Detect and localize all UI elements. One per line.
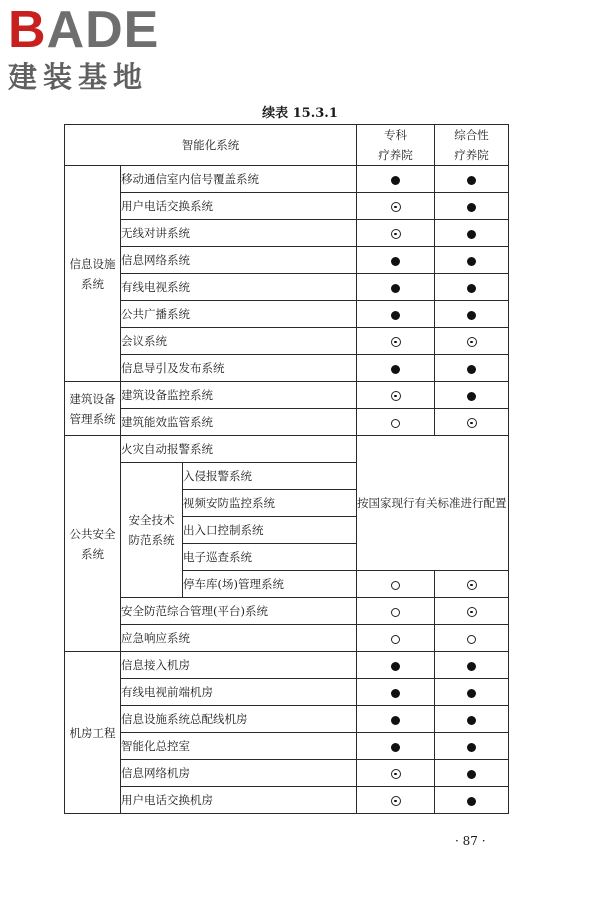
mark-cell-c2 xyxy=(435,652,509,679)
category-building-management xyxy=(65,382,121,436)
filled-circle-icon xyxy=(391,716,400,725)
mark-cell-c1 xyxy=(357,625,435,652)
filled-circle-icon xyxy=(467,743,476,752)
table-row xyxy=(65,166,509,193)
mark-cell-c1 xyxy=(357,193,435,220)
cell-line: 公共安全 xyxy=(69,526,116,541)
mark-cell-c1 xyxy=(357,382,435,409)
mark-cell-c1 xyxy=(357,409,435,436)
category-machine-room: 机房工程 xyxy=(65,652,121,814)
mark-cell-c2 xyxy=(435,625,509,652)
system-name-cell: 用户电话交换系统 xyxy=(121,193,357,220)
system-name-cell: 无线对讲系统 xyxy=(121,220,357,247)
system-name-cell: 有线电视前端机房 xyxy=(121,679,357,706)
table-row xyxy=(65,220,509,247)
system-name-cell: 入侵报警系统 xyxy=(183,463,357,490)
system-name-cell: 信息网络系统 xyxy=(121,247,357,274)
filled-circle-icon xyxy=(391,311,400,320)
table-row xyxy=(65,436,509,463)
logo-wordmark xyxy=(8,1,183,59)
mark-cell-c1 xyxy=(357,274,435,301)
mark-cell-c1 xyxy=(357,733,435,760)
dotted-circle-icon xyxy=(467,580,477,590)
mark-cell-c2 xyxy=(435,382,509,409)
mark-cell-c1 xyxy=(357,760,435,787)
system-name-cell: 信息导引及发布系统 xyxy=(121,355,357,382)
mark-cell-c1 xyxy=(357,220,435,247)
table-row xyxy=(65,679,509,706)
dotted-circle-icon xyxy=(467,607,477,617)
mark-cell-c1 xyxy=(357,706,435,733)
filled-circle-icon xyxy=(467,230,476,239)
cell-line: 建筑设备 xyxy=(69,391,116,406)
table-row xyxy=(65,625,509,652)
filled-circle-icon xyxy=(467,392,476,401)
logo-letter-b: B xyxy=(8,1,47,59)
header-general-sanatorium xyxy=(435,125,509,166)
category-info-facility xyxy=(65,166,121,382)
filled-circle-icon xyxy=(467,176,476,185)
system-name-cell: 视频安防监控系统 xyxy=(183,490,357,517)
header-system: 智能化系统 xyxy=(65,125,357,166)
hollow-circle-icon xyxy=(391,635,400,644)
table-row xyxy=(65,301,509,328)
cell-line: 专科 xyxy=(384,128,407,142)
dotted-circle-icon xyxy=(467,418,477,428)
dotted-circle-icon xyxy=(391,796,401,806)
hollow-circle-icon xyxy=(391,419,400,428)
system-name-cell: 火灾自动报警系统 xyxy=(121,436,357,463)
mark-cell-c2 xyxy=(435,679,509,706)
table-row xyxy=(65,733,509,760)
filled-circle-icon xyxy=(391,176,400,185)
system-name-cell: 会议系统 xyxy=(121,328,357,355)
filled-circle-icon xyxy=(467,365,476,374)
system-name-cell: 用户电话交换机房 xyxy=(121,787,357,814)
logo-letters-ade: ADE xyxy=(46,1,160,59)
mark-cell-c2 xyxy=(435,733,509,760)
table-row xyxy=(65,274,509,301)
mark-cell-c2 xyxy=(435,301,509,328)
system-name-cell: 智能化总控室 xyxy=(121,733,357,760)
hollow-circle-icon xyxy=(391,608,400,617)
cell-line: 防范系统 xyxy=(128,533,175,547)
bade-logo xyxy=(8,1,183,96)
system-name-cell: 信息接入机房 xyxy=(121,652,357,679)
mark-cell-c2 xyxy=(435,274,509,301)
table-row xyxy=(65,328,509,355)
mark-cell-c1 xyxy=(357,571,435,598)
system-name-cell: 出入口控制系统 xyxy=(183,517,357,544)
filled-circle-icon xyxy=(391,662,400,671)
table-row xyxy=(65,193,509,220)
intelligent-systems-table xyxy=(64,124,509,814)
filled-circle-icon xyxy=(467,770,476,779)
cell-line: 综合性 xyxy=(454,128,489,142)
cell-line: 管理系统 xyxy=(69,411,116,426)
mark-cell-c2 xyxy=(435,355,509,382)
mark-cell-c1 xyxy=(357,301,435,328)
page-number: · 87 · xyxy=(455,834,486,848)
mark-cell-c2 xyxy=(435,193,509,220)
system-name-cell: 公共广播系统 xyxy=(121,301,357,328)
mark-cell-c2 xyxy=(435,598,509,625)
system-name-cell: 电子巡查系统 xyxy=(183,544,357,571)
filled-circle-icon xyxy=(467,797,476,806)
table-row xyxy=(65,355,509,382)
mark-cell-c1 xyxy=(357,247,435,274)
mark-cell-c1 xyxy=(357,598,435,625)
subcategory-security-tech xyxy=(121,463,183,598)
table-row xyxy=(65,598,509,625)
mark-cell-c1 xyxy=(357,652,435,679)
dotted-circle-icon xyxy=(391,391,401,401)
mark-cell-c2 xyxy=(435,787,509,814)
category-public-safety xyxy=(65,436,121,652)
filled-circle-icon xyxy=(391,284,400,293)
hollow-circle-icon xyxy=(467,635,476,644)
system-name-cell: 信息设施系统总配线机房 xyxy=(121,706,357,733)
dotted-circle-icon xyxy=(391,337,401,347)
mark-cell-c2 xyxy=(435,247,509,274)
table-row xyxy=(65,382,509,409)
filled-circle-icon xyxy=(467,689,476,698)
mark-cell-c2 xyxy=(435,760,509,787)
system-name-cell: 建筑能效监管系统 xyxy=(121,409,357,436)
mark-cell-c1 xyxy=(357,787,435,814)
filled-circle-icon xyxy=(467,257,476,266)
hollow-circle-icon xyxy=(391,581,400,590)
mark-cell-c2 xyxy=(435,706,509,733)
mark-cell-c2 xyxy=(435,328,509,355)
filled-circle-icon xyxy=(467,716,476,725)
filled-circle-icon xyxy=(467,311,476,320)
cell-line: 疗养院 xyxy=(454,148,489,162)
cell-line: 信息设施 xyxy=(69,256,116,271)
system-name-cell: 有线电视系统 xyxy=(121,274,357,301)
header-specialty-sanatorium xyxy=(357,125,435,166)
mark-cell-c1 xyxy=(357,355,435,382)
filled-circle-icon xyxy=(467,662,476,671)
mark-cell-c2 xyxy=(435,571,509,598)
cell-line: 系统 xyxy=(81,546,104,561)
system-name-cell: 信息网络机房 xyxy=(121,760,357,787)
dotted-circle-icon xyxy=(391,229,401,239)
mark-cell-c2 xyxy=(435,220,509,247)
filled-circle-icon xyxy=(391,365,400,374)
system-name-cell: 停车库(场)管理系统 xyxy=(183,571,357,598)
filled-circle-icon xyxy=(391,743,400,752)
dotted-circle-icon xyxy=(391,769,401,779)
table-row xyxy=(65,787,509,814)
mark-cell-c2 xyxy=(435,166,509,193)
cell-line: 安全技术 xyxy=(128,513,175,527)
table-caption: 续表 15.3.1 xyxy=(262,106,338,121)
mark-cell-c1 xyxy=(357,166,435,193)
table-row xyxy=(65,760,509,787)
standards-note: 按国家现行有关标准进行配置 xyxy=(357,436,509,571)
table-row xyxy=(65,247,509,274)
mark-cell-c2 xyxy=(435,409,509,436)
system-name-cell: 移动通信室内信号覆盖系统 xyxy=(121,166,357,193)
mark-cell-c1 xyxy=(357,328,435,355)
dotted-circle-icon xyxy=(391,202,401,212)
logo-chinese-name: 建装基地 xyxy=(8,60,149,94)
table-row xyxy=(65,125,509,166)
filled-circle-icon xyxy=(391,257,400,266)
system-name-cell: 应急响应系统 xyxy=(121,625,357,652)
system-name-cell: 安全防范综合管理(平台)系统 xyxy=(121,598,357,625)
mark-cell-c1 xyxy=(357,679,435,706)
filled-circle-icon xyxy=(467,203,476,212)
filled-circle-icon xyxy=(467,284,476,293)
table-row xyxy=(65,706,509,733)
filled-circle-icon xyxy=(391,689,400,698)
cell-line: 疗养院 xyxy=(378,148,413,162)
cell-line: 系统 xyxy=(81,276,104,291)
dotted-circle-icon xyxy=(467,337,477,347)
table-row xyxy=(65,409,509,436)
system-name-cell: 建筑设备监控系统 xyxy=(121,382,357,409)
table-row xyxy=(65,652,509,679)
